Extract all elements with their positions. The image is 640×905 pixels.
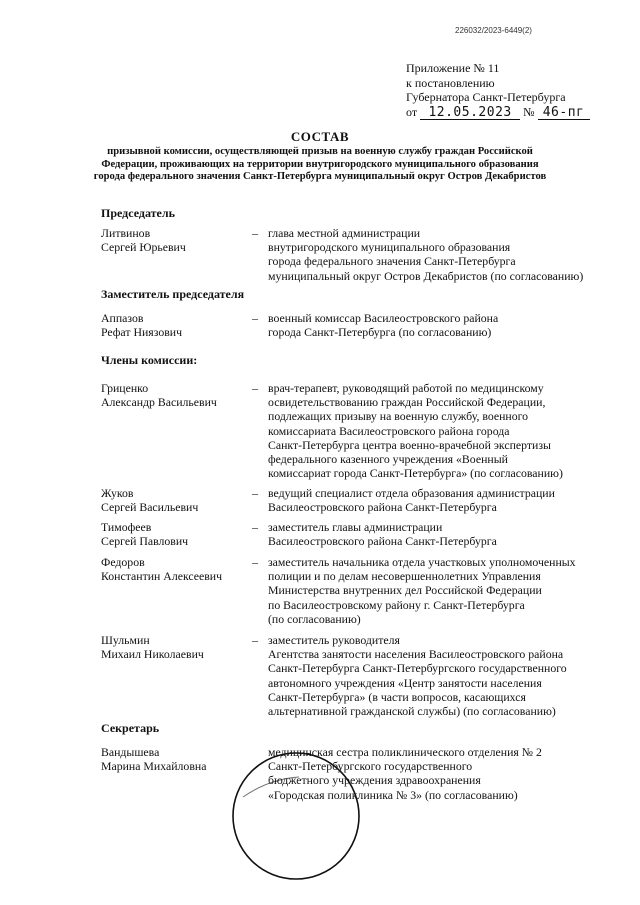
dash-separator: – bbox=[252, 555, 258, 569]
member-name-vandysheva bbox=[101, 745, 206, 773]
role-line: медицинская сестра поликлинического отделения № 2 bbox=[268, 745, 542, 759]
document-id: 226032/2023-6449(2) bbox=[455, 26, 532, 35]
number-prefix: № bbox=[523, 104, 535, 119]
surname: Вандышева bbox=[101, 745, 160, 759]
dash-separator: – bbox=[252, 520, 258, 534]
resolution-number: 46-пг bbox=[538, 107, 590, 120]
role-line: полиции и по делам несовершеннолетних Управления bbox=[268, 569, 541, 584]
role-line: города федерального значения Санкт-Петербурга bbox=[268, 254, 516, 269]
date-prefix: от bbox=[406, 104, 418, 119]
appendix-date-line bbox=[406, 105, 590, 120]
role-line: Санкт-Петербурга центра военно-врачебной экспертизы bbox=[268, 437, 551, 452]
member-role-shulmin bbox=[268, 633, 567, 718]
role-line: внутригородского муниципального образования bbox=[268, 240, 511, 255]
member-role-zhukov bbox=[268, 486, 555, 514]
member-name-litvinov bbox=[101, 226, 186, 254]
given-names: Сергей Юрьевич bbox=[101, 240, 186, 255]
surname: Литвинов bbox=[101, 226, 151, 240]
role-line: Санкт-Петербургского государственного bbox=[268, 759, 473, 774]
member-role-gritsenko bbox=[268, 381, 563, 480]
role-line: заместитель руководителя bbox=[268, 633, 400, 647]
surname: Жуков bbox=[101, 486, 134, 500]
role-line: комиссариата Василеостровского района города bbox=[268, 423, 510, 438]
dash-separator: – bbox=[252, 486, 258, 500]
member-name-fedorov bbox=[101, 555, 222, 583]
dash-separator: – bbox=[252, 633, 258, 647]
dash-separator: – bbox=[252, 311, 258, 325]
role-line: муниципальный округ Остров Декабристов (по согласованию) bbox=[268, 268, 584, 283]
member-role-timofeev bbox=[268, 520, 497, 548]
role-line: военный комиссар Василеостровского района bbox=[268, 311, 499, 325]
role-line: заместитель главы администрации bbox=[268, 520, 443, 534]
section-members: Члены комиссии: bbox=[101, 353, 198, 367]
role-line: Санкт-Петербурга Санкт-Петербургского государственного bbox=[268, 661, 567, 676]
surname: Шульмин bbox=[101, 633, 150, 647]
given-names: Сергей Павлович bbox=[101, 534, 189, 549]
surname: Федоров bbox=[101, 555, 145, 569]
given-names: Марина Михайловна bbox=[101, 759, 207, 774]
role-line: (по согласованию) bbox=[268, 611, 361, 626]
official-stamp bbox=[229, 749, 363, 883]
role-line: подлежащих призыву на военную службу, военного bbox=[268, 409, 529, 424]
member-role-appazov bbox=[268, 311, 498, 339]
role-line: по Василеостровскому району г. Санкт-Петербурга bbox=[268, 597, 525, 612]
member-name-zhukov bbox=[101, 486, 198, 514]
member-role-fedorov bbox=[268, 555, 576, 626]
given-names: Константин Алексеевич bbox=[101, 569, 223, 584]
surname: Гриценко bbox=[101, 381, 149, 395]
member-name-gritsenko bbox=[101, 381, 217, 409]
role-line: Агентства занятости населения Василеостровского района bbox=[268, 647, 564, 662]
appendix-resolution: к постановлению bbox=[406, 75, 495, 90]
document-title: СОСТАВ bbox=[290, 129, 350, 144]
appendix-governor: Губернатора Санкт-Петербурга bbox=[406, 90, 566, 104]
member-role-litvinov bbox=[268, 226, 583, 283]
surname: Аппазов bbox=[101, 311, 144, 325]
appendix-number: Приложение № 11 bbox=[406, 61, 500, 75]
role-line: города Санкт-Петербурга (по согласованию) bbox=[268, 325, 492, 340]
given-names: Рефат Ниязович bbox=[101, 325, 183, 340]
role-line: альтернативной гражданской службы) (по согласованию) bbox=[268, 704, 556, 719]
given-names: Михаил Николаевич bbox=[101, 647, 204, 662]
role-line: Василеостровского района Санкт-Петербурга bbox=[268, 534, 497, 549]
role-line: бюджетного учреждения здравоохранения bbox=[268, 773, 481, 788]
section-deputy: Заместитель председателя bbox=[101, 287, 245, 301]
role-line: врач-терапевт, руководящий работой по медицинскому bbox=[268, 381, 544, 395]
role-line: Василеостровского района Санкт-Петербурга bbox=[268, 500, 497, 515]
role-line: «Городская поликлиника № 3» (по согласованию) bbox=[268, 787, 518, 802]
member-name-shulmin bbox=[101, 633, 204, 661]
role-line: ведущий специалист отдела образования администрации bbox=[268, 486, 555, 500]
role-line: Министерства внутренних дел Российской Федерации bbox=[268, 583, 542, 598]
role-line: Санкт-Петербурга» (в части вопросов, касающихся bbox=[268, 689, 526, 704]
role-line: глава местной администрации bbox=[268, 226, 421, 240]
resolution-date: 12.05.2023 bbox=[420, 107, 520, 120]
role-line: освидетельствованию граждан Российской Федерации, bbox=[268, 395, 546, 410]
member-name-appazov bbox=[101, 311, 182, 339]
surname: Тимофеев bbox=[101, 520, 152, 534]
section-secretary: Секретарь bbox=[101, 721, 160, 735]
dash-separator: – bbox=[252, 381, 258, 395]
document-subtitle: призывной комиссии, осуществляющей призыв на военную службу граждан Российской Федерации, проживающих на территории внутригородского муниципального образования города федерального значения Санкт-Петербурга муниципальный округ Остров Декабристов bbox=[93, 146, 547, 183]
given-names: Сергей Васильевич bbox=[101, 500, 199, 515]
role-line: заместитель начальника отдела участковых уполномоченных bbox=[268, 555, 576, 569]
member-name-timofeev bbox=[101, 520, 188, 548]
appendix-block bbox=[406, 61, 590, 120]
role-line: федерального казенного учреждения «Военный bbox=[268, 452, 508, 467]
dash-separator: – bbox=[252, 226, 258, 240]
role-line: автономного учреждения «Центр занятости населения bbox=[268, 675, 542, 690]
given-names: Александр Васильевич bbox=[101, 395, 217, 410]
section-chairman: Председатель bbox=[101, 206, 175, 220]
role-line: комиссариат города Санкт-Петербурга» (по согласованию) bbox=[268, 466, 563, 481]
